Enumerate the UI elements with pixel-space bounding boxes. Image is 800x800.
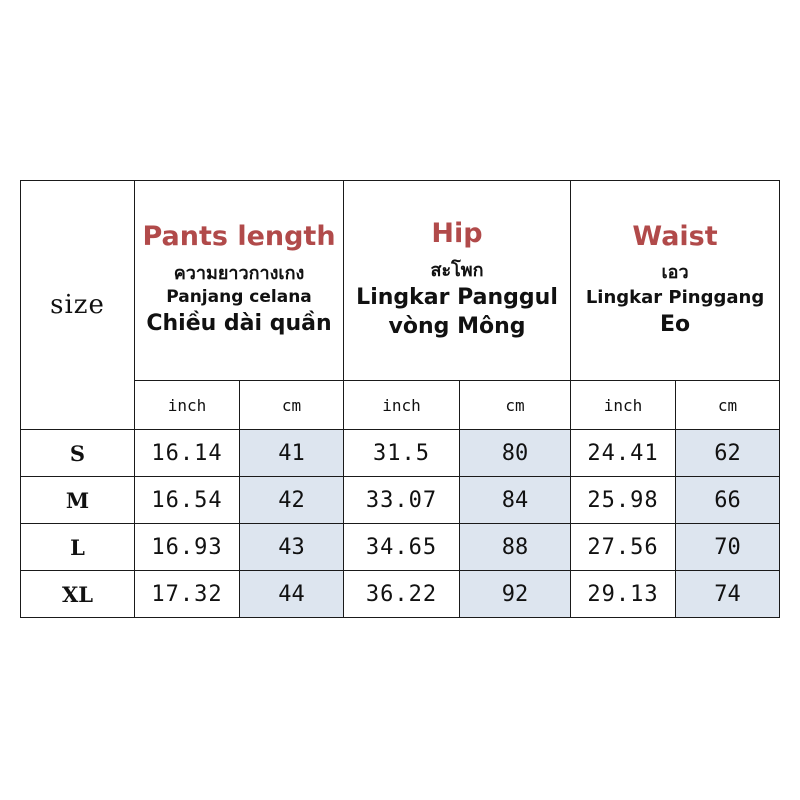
waist-inch-cell: 24.41 [571,430,676,477]
pants-length-inch-cell: 17.32 [135,571,240,618]
hip-vietnamese: vòng Mông [388,314,526,340]
unit-cell-hip-inch: inch [344,381,460,430]
pants-length-cm-cell: 41 [240,430,344,477]
waist-title: Waist [632,220,718,252]
row-size-cell: M [21,477,135,524]
table-row [21,524,780,571]
waist-inch-cell: 27.56 [571,524,676,571]
pants-length-vietnamese: Chiều dài quần [146,311,332,337]
row-size-cell: XL [21,571,135,618]
row-size-cell: L [21,524,135,571]
hip-inch-cell: 34.65 [344,524,460,571]
pants-length-cm-cell: 42 [240,477,344,524]
pants-length-inch-cell: 16.54 [135,477,240,524]
hip-inch-cell: 31.5 [344,430,460,477]
unit-cell-pants-cm: cm [240,381,344,430]
pants-length-header [135,181,344,381]
header-row [21,181,780,381]
size-header-cell [21,181,135,430]
hip-inch-cell: 33.07 [344,477,460,524]
unit-cell-hip-cm: cm [460,381,571,430]
pants-length-cm-cell: 43 [240,524,344,571]
hip-cm-cell: 84 [460,477,571,524]
waist-inch-cell: 29.13 [571,571,676,618]
size-chart-table [20,180,780,618]
waist-cm-cell: 70 [676,524,780,571]
hip-title: Hip [431,217,483,249]
pants-length-inch-cell: 16.93 [135,524,240,571]
row-size-cell: S [21,430,135,477]
waist-thai: เอว [661,262,689,284]
table-row [21,477,780,524]
pants-length-indonesian: Panjang celana [166,287,312,308]
pants-length-cm-cell: 44 [240,571,344,618]
waist-indonesian: Lingkar Pinggang [585,286,765,308]
hip-header [344,181,571,381]
waist-vietnamese: Eo [659,311,691,337]
hip-indonesian: Lingkar Panggul [356,284,558,310]
hip-cm-cell: 92 [460,571,571,618]
hip-cm-cell: 88 [460,524,571,571]
waist-cm-cell: 74 [676,571,780,618]
waist-inch-cell: 25.98 [571,477,676,524]
unit-row [21,381,780,430]
table-row [21,571,780,618]
waist-cm-cell: 62 [676,430,780,477]
unit-cell-waist-cm: cm [676,381,780,430]
pants-length-thai: ความยาวกางเกง [173,262,305,284]
pants-length-title: Pants length [142,221,336,253]
hip-inch-cell: 36.22 [344,571,460,618]
size-header-label: size [50,290,105,320]
table-row [21,430,780,477]
hip-cm-cell: 80 [460,430,571,477]
pants-length-inch-cell: 16.14 [135,430,240,477]
unit-cell-waist-inch: inch [571,381,676,430]
waist-cm-cell: 66 [676,477,780,524]
hip-thai: สะโพก [430,259,484,281]
unit-cell-pants-inch: inch [135,381,240,430]
waist-header [571,181,780,381]
